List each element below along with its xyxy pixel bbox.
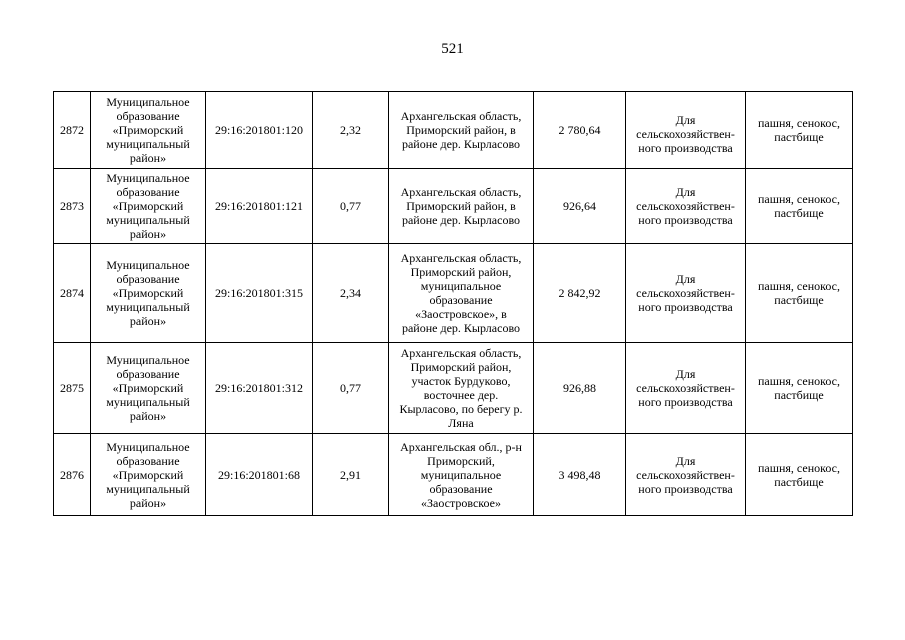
land-use-cell: пашня, сенокос, пастбище: [746, 434, 853, 516]
purpose-cell: Для сельскохозяйствен- ного производства: [626, 169, 746, 244]
area-cell: 0,77: [313, 169, 389, 244]
cadastral-value-cell: 2 780,64: [534, 92, 626, 169]
row-id-cell: 2876: [54, 434, 91, 516]
table-row: [54, 169, 853, 244]
owner-cell: Муниципальное образование «Приморский муниципальный район»: [91, 434, 206, 516]
cadastral-number-cell: 29:16:201801:121: [206, 169, 313, 244]
cadastral-number-cell: 29:16:201801:312: [206, 343, 313, 434]
row-id-cell: 2872: [54, 92, 91, 169]
page-number: 521: [441, 41, 464, 57]
area-cell: 0,77: [313, 343, 389, 434]
table-row: [54, 244, 853, 343]
cadastral-number-cell: 29:16:201801:120: [206, 92, 313, 169]
owner-cell: Муниципальное образование «Приморский муниципальный район»: [91, 343, 206, 434]
purpose-cell: Для сельскохозяйствен- ного производства: [626, 434, 746, 516]
purpose-cell: Для сельскохозяйствен- ного производства: [626, 92, 746, 169]
cadastral-number-cell: 29:16:201801:68: [206, 434, 313, 516]
location-cell: Архангельская область, Приморский район, участок Бурдуково, восточнее дер. Кырласово, по берегу р. Ляна: [389, 343, 534, 434]
owner-cell: Муниципальное образование «Приморский муниципальный район»: [91, 169, 206, 244]
area-cell: 2,32: [313, 92, 389, 169]
row-id-cell: 2873: [54, 169, 91, 244]
land-use-cell: пашня, сенокос, пастбище: [746, 92, 853, 169]
location-cell: Архангельская обл., р-н Приморский, муниципальное образование «Заостровское»: [389, 434, 534, 516]
table-row: [54, 434, 853, 516]
land-use-cell: пашня, сенокос, пастбище: [746, 244, 853, 343]
cadastral-value-cell: 926,64: [534, 169, 626, 244]
land-use-cell: пашня, сенокос, пастбище: [746, 169, 853, 244]
cadastral-value-cell: 926,88: [534, 343, 626, 434]
table-row: [54, 343, 853, 434]
cadastral-number-cell: 29:16:201801:315: [206, 244, 313, 343]
location-cell: Архангельская область, Приморский район, муниципальное образование «Заостровское», в районе дер. Кырласово: [389, 244, 534, 343]
table-row: [54, 92, 853, 169]
purpose-cell: Для сельскохозяйствен- ного производства: [626, 343, 746, 434]
area-cell: 2,91: [313, 434, 389, 516]
cadastral-value-cell: 3 498,48: [534, 434, 626, 516]
cadastral-value-cell: 2 842,92: [534, 244, 626, 343]
owner-cell: Муниципальное образование «Приморский муниципальный район»: [91, 92, 206, 169]
land-use-cell: пашня, сенокос, пастбище: [746, 343, 853, 434]
location-cell: Архангельская область, Приморский район, в районе дер. Кырласово: [389, 92, 534, 169]
row-id-cell: 2874: [54, 244, 91, 343]
land-plots-table: [53, 91, 853, 516]
area-cell: 2,34: [313, 244, 389, 343]
purpose-cell: Для сельскохозяйствен- ного производства: [626, 244, 746, 343]
row-id-cell: 2875: [54, 343, 91, 434]
location-cell: Архангельская область, Приморский район, в районе дер. Кырласово: [389, 169, 534, 244]
owner-cell: Муниципальное образование «Приморский муниципальный район»: [91, 244, 206, 343]
